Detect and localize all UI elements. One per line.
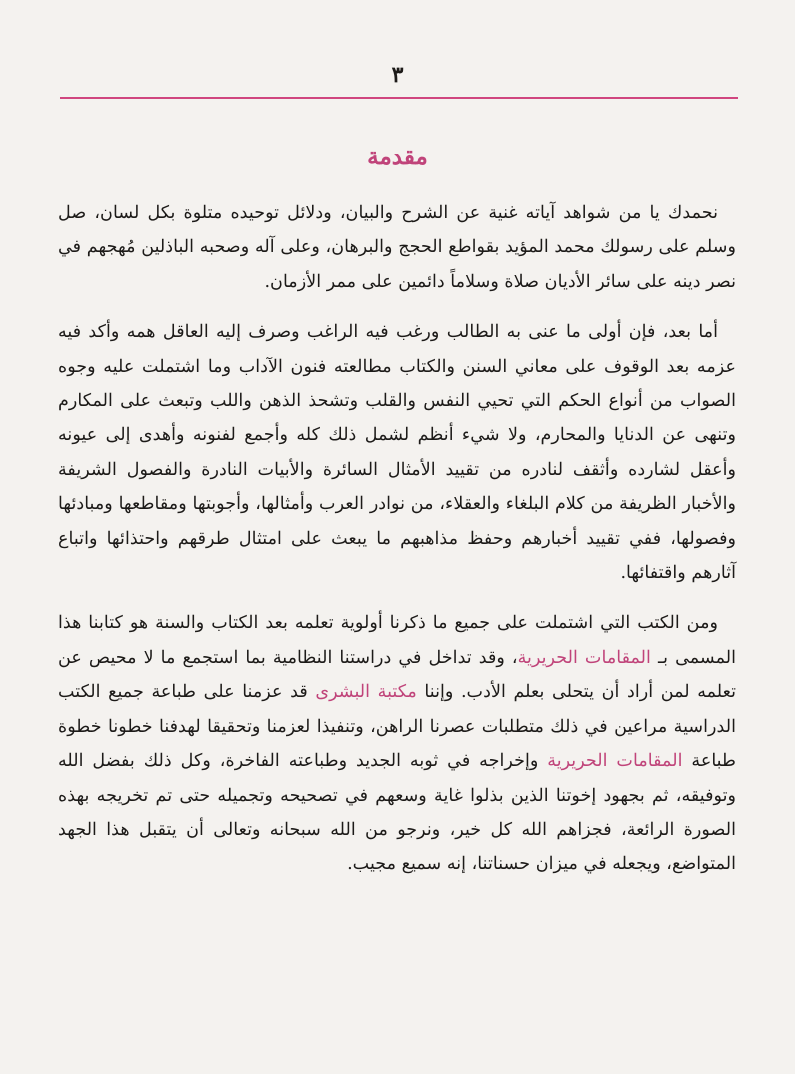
paragraph-text: قد عزمنا على طباعة جميع الكتب الدراسية مراعين في ذلك متطلبات عصرنا الراهن، وتنفيذا لعزمنا وتحقيقا لهدفنا خطونا خطوة طباعة — [58, 682, 736, 772]
paragraph-text: وإخراجه في ثوبه الجديد وطباعته الفاخرة، وكل ذلك بفضل الله وتوفيقه، ثم بجهود إخوتنا الذين بذلوا غاية وسعهم في تصحيحه وتجميله حتى تم تخريجه بهذه الصورة الرائعة، فجزاهم الله كل خير، ونرجو من الله سبحانه وتعالى أن يتقبل هذا الجهد المتواضع، ويجعله في ميزان حسناتنا، إنه سميع مجيب. — [58, 751, 736, 875]
paragraph-text: ، وقد تداخل في دراستنا النظامية بما استجمع ما لا محيص عن تعلمه لمن أراد أن يتحلى بعلم الأدب. وإننا — [58, 647, 737, 703]
highlighted-term: مكتبة البشرى — [315, 682, 417, 703]
paragraph — [58, 196, 736, 299]
body-text — [58, 196, 736, 882]
highlighted-term: المقامات الحريرية — [517, 647, 651, 668]
paragraph-text: ومن الكتب التي اشتملت على جميع ما ذكرنا أولوية تعلمه بعد الكتاب والسنة هو كتابنا هذا المسمى بـ — [58, 613, 737, 668]
paragraph — [58, 315, 736, 590]
highlighted-term: المقامات الحريرية — [547, 751, 683, 772]
header-rule — [60, 97, 738, 99]
paragraph-text: أما بعد، فإن أولى ما عنى به الطالب ورغب فيه الراغب وصرف إليه العاقل همه وأكد فيه عزمه بعد الوقوف على معاني السنن والكتاب مطالعته فنون الآداب وما اشتملت عليه وجوه الصواب من أنواع الحكم التي تحيي النفس والقلب وتشحذ الذهن واللب وتبعث على المكارم وتنهى عن الدنايا والمحارم، ولا شيء أنظم لشمل ذلك كله وأجمع لفنونه وأهدى إلى عيونه وأعقل لشارده وأثقف لنادره من تقييد الأمثال السائرة والأبيات النادرة والفصول الشريفة والأخبار الظريفة من كلام البلغاء والعقلاء، من نوادر العرب وأمثالها، وأجوبتها ومقاطعها ومبادئها وفصولها، ففي تقييد أخبارهم وحفظ مذاهبهم ما يبعث على امتثال طرقهم واحتذائها واتباع آثارهم واقتفائها. — [58, 322, 736, 584]
page-title: مقدمة — [367, 143, 428, 170]
page-number: ٣ — [391, 62, 404, 88]
paragraph-text: نحمدك يا من شواهد آياته غنية عن الشرح والبيان، ودلائل توحيده متلوة بكل لسان، صل وسلم على رسولك محمد المؤيد بقواطع الحجج والبرهان، وعلى آله وصحبه الباذلين مُهجهم في نصر دينه على سائر الأديان صلاة وسلاماً دائمين على ممر الأزمان. — [58, 203, 736, 292]
paragraph — [58, 606, 736, 881]
